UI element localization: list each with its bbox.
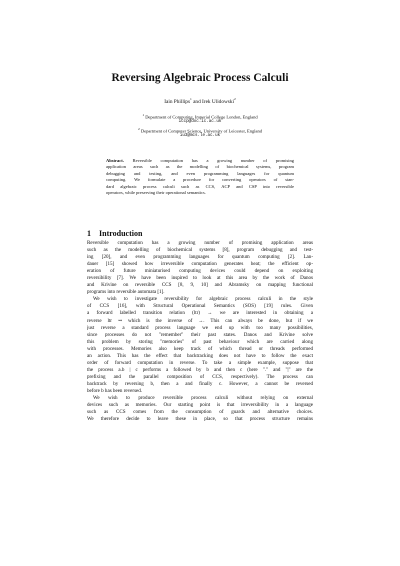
affiliation-name: Department of Computer Science, University of Leicester, England (140, 128, 263, 134)
affiliation (87, 127, 313, 140)
body-line: just reverse a standard process language we end up with too many possibilities, (87, 324, 313, 331)
body-line: dauer [15] showed how irreversible computation generates heat; the efficient op- (87, 261, 313, 268)
body-line: We wish to produce reversible process calculi without relying on external (93, 395, 313, 402)
body-line: reversibility [7]. We have been inspired to look at this area by the work of Danos (87, 275, 313, 282)
abstract-label: Abstract. (106, 158, 124, 163)
body-line: this problem by storing "memories" of past behaviour which are carried along (87, 338, 313, 345)
paper-page (87, 0, 313, 566)
body-line: before b has been reversed. (87, 387, 143, 394)
abstract (106, 158, 294, 196)
body-line: eration of future miniaturised computing devices could depend on exploiting (87, 268, 313, 275)
affiliation (87, 113, 313, 126)
abstract-line: application areas such as the modelling of biochemical systems, program (106, 164, 294, 170)
affiliation-mark: 1 (142, 113, 145, 117)
author-conjunction: and (191, 98, 203, 105)
author-line (87, 97, 313, 105)
affiliation-email: iu3@mcs.le.ac.uk (179, 134, 221, 139)
body-line: We wish to investigate reversibility for algebraic process calculi in the style (93, 296, 313, 303)
body-line: with processes. Memories also keep track of which thread or threads performed (87, 345, 313, 352)
paper-title: Reversing Algebraic Process Calculi (111, 72, 289, 84)
abstract-line: dard algebraic process calculi such as CCS, ACP and CSP into reversible (106, 183, 294, 189)
abstract-line: operators, while preserving their operational semantics. (106, 190, 206, 196)
body-line: such as CCS comes from the consumption of guards and alternative choices. (87, 409, 313, 416)
author-name: Iain Phillips (164, 98, 190, 105)
body-line: such as the modelling of biochemical systems [8], program debugging and test- (87, 247, 313, 254)
abstract-line: computing. We formulate a procedure for converting operators of stan- (106, 177, 294, 183)
body-line: We therefore decide to leave these in place, so that process structure remains (87, 416, 313, 423)
section-number: 1 (87, 229, 91, 238)
body-line: order of forward computation in reverse. To take a simple example, suppose that (87, 359, 313, 366)
abstract-line: debugging and testing, and even programming languages for quantum (106, 170, 294, 176)
affiliation-mark: 2 (137, 127, 140, 131)
body-line: Reversible computation has a growing number of promising application areas (87, 240, 313, 246)
body-line: ing [20], and even programming languages for quantum computing [2]. Lan- (87, 254, 313, 261)
body-line: a forward labelled transition relation (ltr) → we are interested in obtaining a (87, 310, 313, 317)
body-line: reverse ltr ⇝ which is the inverse of →. This can always be done, but if we (87, 317, 313, 324)
body-line: prefixing and the parallel composition of CCS, respectively). The process can (87, 373, 313, 380)
body-line: and Krivine on reversible CCS [8, 9, 10] and Abramsky on mapping functional (87, 282, 313, 289)
affiliation-name: Department of Computing, Imperial College London, England (145, 114, 258, 120)
affiliation-mark: 1 (190, 97, 192, 101)
body-line: the process a.b | c performs a followed by b and then c (here "." and "|" are the (87, 366, 313, 373)
section-heading (87, 229, 142, 238)
body-line: of CCS [16], with Structural Operational Semantics (SOS) [19] rules. Given (87, 303, 313, 310)
body-line: since processes do not "remember" their past states. Danos and Krivine solve (87, 331, 313, 338)
affiliation-email: iccp@doc.ic.ac.uk (178, 120, 222, 125)
body-line: devices such as memories. Our starting point is that irreversibility in a language (87, 402, 313, 409)
body-text (87, 240, 313, 423)
body-line: an action. This has the effect that backtracking does not have to follow the exact (87, 352, 313, 359)
author-name: Irek Ulidowski (202, 98, 234, 105)
body-line: programs into reversible automata [1]. (87, 289, 165, 296)
body-line: backtrack by reversing b, then a and finally c. However, a cannot be reversed (87, 380, 313, 387)
affiliation-mark: 2 (233, 97, 236, 101)
section-title: Introduction (99, 229, 143, 238)
abstract-text: Reversible computation has a growing number of promising (132, 158, 294, 163)
